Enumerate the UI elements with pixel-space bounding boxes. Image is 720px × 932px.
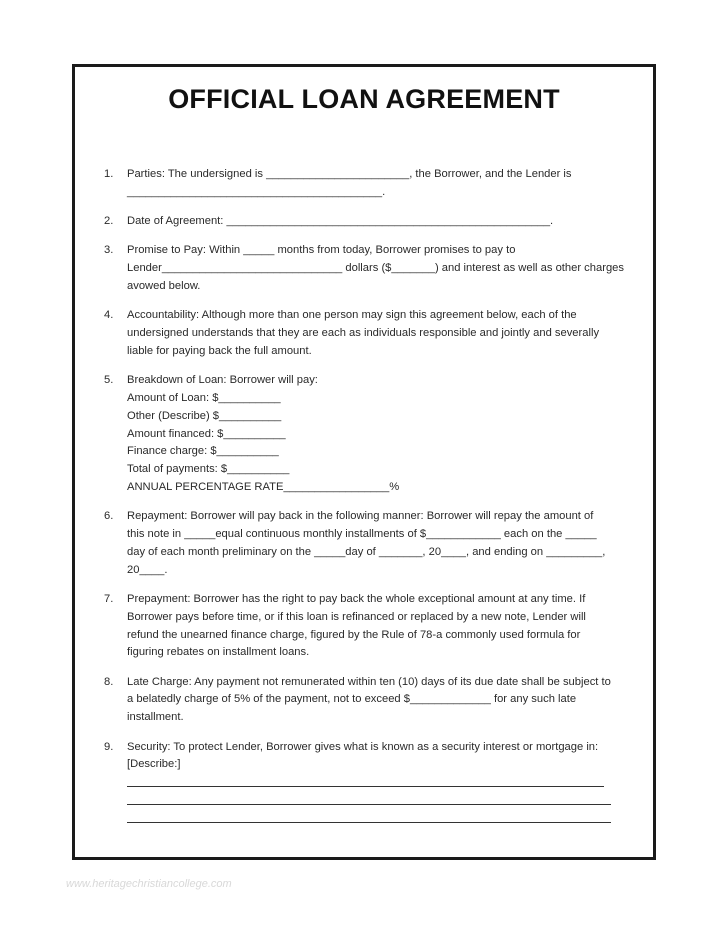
- security-describe-line: [127, 774, 644, 792]
- clause-text: Borrower pays before time, or if this loan is refinanced or replaced by a new note, Lender will: [127, 610, 586, 623]
- finance-charge-field: Finance charge: $__________: [127, 445, 279, 458]
- clause-text: day of each month preliminary on the _____day of _______, 20____, and ending on _________,: [127, 545, 606, 558]
- amount-financed-field: Amount financed: $__________: [127, 427, 286, 440]
- clause-text: Prepayment: Borrower has the right to pay back the whole exceptional amount at any time. If: [127, 592, 586, 605]
- clause-text: Late Charge: Any payment not remunerated within ten (10) days of its due date shall be subject to: [127, 675, 611, 688]
- clause-security: [104, 739, 644, 828]
- security-describe-line: [127, 810, 644, 828]
- clause-text: Breakdown of Loan: Borrower will pay:: [127, 374, 318, 387]
- clause-text: Lender_____________________________ dollars ($_______) and interest as well as other charges: [127, 262, 624, 275]
- clause-text: liable for paying back the full amount.: [127, 344, 312, 357]
- clause-parties: [104, 166, 644, 202]
- security-describe-line: [127, 792, 644, 810]
- clause-text: 20____.: [127, 563, 168, 576]
- clause-text: a belatedly charge of 5% of the payment, not to exceed $_____________ for any such late: [127, 693, 577, 706]
- clause-number: 5.: [104, 374, 114, 387]
- clause-text: Promise to Pay: Within _____ months from today, Borrower promises to pay to: [127, 244, 516, 257]
- clause-text: figuring rebates on installment loans.: [127, 646, 310, 659]
- total-of-payments-field: Total of payments: $__________: [127, 463, 290, 476]
- clause-text: Parties: The undersigned is _______________________, the Borrower, and the Lender is: [127, 168, 572, 180]
- clause-prepayment: [104, 591, 644, 662]
- clause-text: Date of Agreement: ____________________________________________________.: [127, 215, 554, 228]
- clause-list: [104, 166, 644, 839]
- clause-text: refund the unearned finance charge, figured by the Rule of 78-a commonly used formula for: [127, 628, 581, 641]
- clause-breakdown-of-loan: [104, 372, 644, 497]
- clause-number: 1.: [104, 168, 114, 180]
- clause-text: Repayment: Borrower will pay back in the following manner: Borrower will repay the amount of: [127, 510, 594, 523]
- clause-date-of-agreement: [104, 213, 644, 231]
- clause-number: 9.: [104, 740, 114, 753]
- clause-text: Accountability: Although more than one person may sign this agreement below, each of the: [127, 309, 577, 322]
- annual-percentage-rate-field: ANNUAL PERCENTAGE RATE_________________%: [127, 480, 400, 493]
- clause-text: this note in _____equal continuous monthly installments of $____________ each on the _____: [127, 528, 597, 541]
- clause-accountability: [104, 307, 644, 360]
- clause-number: 3.: [104, 244, 114, 257]
- clause-text: avowed below.: [127, 279, 201, 292]
- clause-number: 2.: [104, 215, 114, 228]
- document-title: OFFICIAL LOAN AGREEMENT: [168, 84, 560, 114]
- clause-text: installment.: [127, 711, 184, 724]
- clause-late-charge: [104, 674, 644, 727]
- clause-promise-to-pay: [104, 242, 644, 295]
- clause-text: [Describe:]: [127, 758, 181, 771]
- clause-text: Security: To protect Lender, Borrower gives what is known as a security interest or mortgage in:: [127, 740, 599, 753]
- watermark: www.heritagechristiancollege.com: [66, 878, 232, 890]
- clause-text: undersigned understands that they are each as individuals responsible and jointly and severally: [127, 327, 600, 340]
- clause-number: 4.: [104, 309, 114, 322]
- clause-number: 7.: [104, 592, 114, 605]
- clause-repayment: [104, 508, 644, 579]
- other-describe-field: Other (Describe) $__________: [127, 409, 282, 422]
- clause-number: 8.: [104, 675, 114, 688]
- clause-number: 6.: [104, 510, 114, 523]
- clause-text: _________________________________________.: [127, 185, 386, 198]
- amount-of-loan-field: Amount of Loan: $__________: [127, 391, 281, 404]
